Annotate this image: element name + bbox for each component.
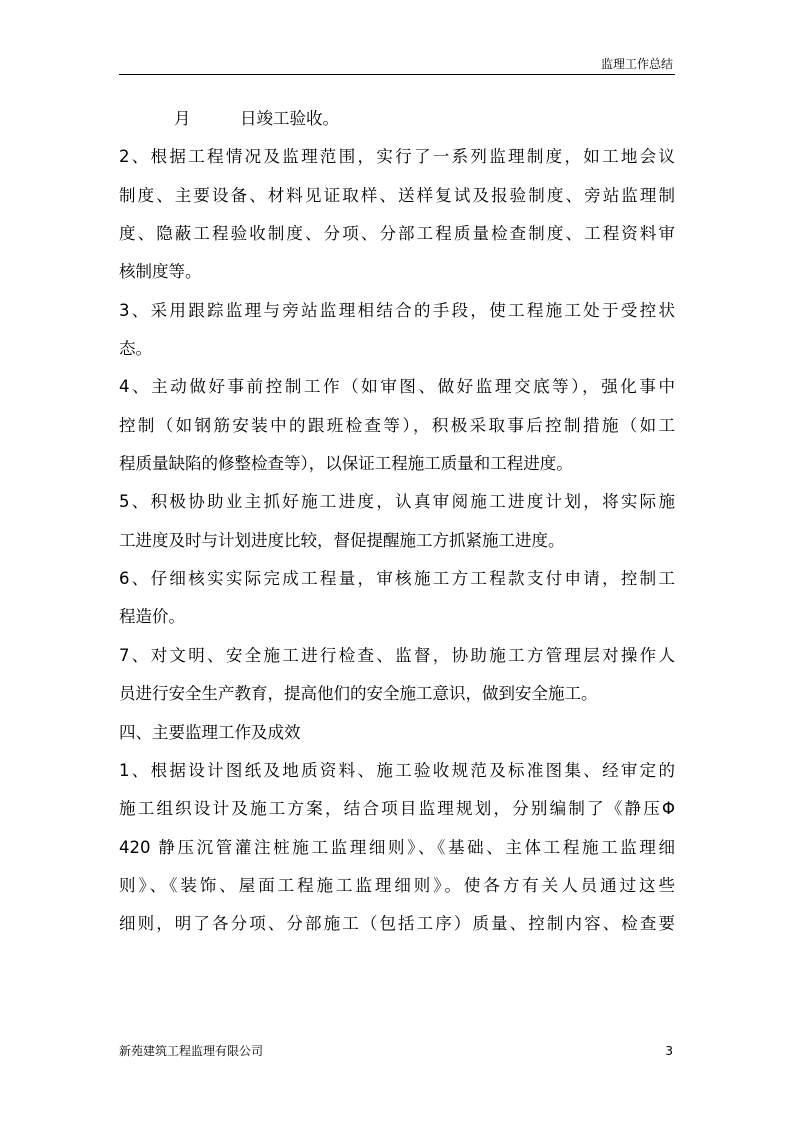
body-line: 1、根据设计图纸及地质资料、施工验收规范及标准图集、经审定的 [119,760,675,780]
body-line: 程质量缺陷的修整检查等），以保证工程施工质量和工程进度。 [119,454,573,474]
body-line: 细则，明了各分项、分部施工（包括工序）质量、控制内容、检查要 [119,914,675,934]
body-line: 则》、《装饰、屋面工程施工监理细则》。使各方有关人员通过这些 [119,875,675,895]
body-line: 控制（如钢筋安装中的跟班检查等），积极采取事后控制措施（如工 [119,415,675,435]
body-line: 420 静压沉管灌注桩施工监理细则》、《基础、主体工程施工监理细 [119,837,675,857]
body-line: 施工组织设计及施工方案，结合项目监理规划，分别编制了《静压Φ [119,799,675,819]
body-line: 2、根据工程情况及监理范围，实行了一系列监理制度，如工地会议 [119,147,675,167]
body-line: 6、仔细核实实际完成工程量，审核施工方工程款支付申请，控制工 [119,569,675,589]
body-line: 程造价。 [119,607,185,627]
body-line: 4、主动做好事前控制工作（如审图、做好监理交底等），强化事中 [119,377,675,397]
body-line: 度、隐蔽工程验收制度、分项、分部工程质量检查制度、工程资料审 [119,224,675,244]
body-line: 员进行安全生产教育，提高他们的安全施工意识，做到安全施工。 [119,684,598,704]
body-line: 月 日竣工验收。 [174,109,339,128]
document-body [119,100,675,944]
header-divider [119,74,675,75]
page-number: 3 [665,1044,673,1058]
footer-company: 新苑建筑工程监理有限公司 [119,1044,264,1058]
body-line: 制度、主要设备、材料见证取样、送样复试及报验制度、旁站监理制 [119,185,675,205]
body-line: 7、对文明、安全施工进行检查、监督，协助施工方管理层对操作人 [119,645,675,665]
body-line: 5、积极协助业主抓好施工进度，认真审阅施工进度计划，将实际施 [119,492,675,512]
body-line: 工进度及时与计划进度比较，督促提醒施工方抓紧施工进度。 [119,530,565,550]
section-heading: 四、主要监理工作及成效 [119,722,301,742]
body-line: 态。 [119,339,152,359]
body-line: 核制度等。 [119,262,202,282]
header-title: 监理工作总结 [600,57,673,71]
body-line: 3、采用跟踪监理与旁站监理相结合的手段，使工程施工处于受控状 [119,300,675,320]
